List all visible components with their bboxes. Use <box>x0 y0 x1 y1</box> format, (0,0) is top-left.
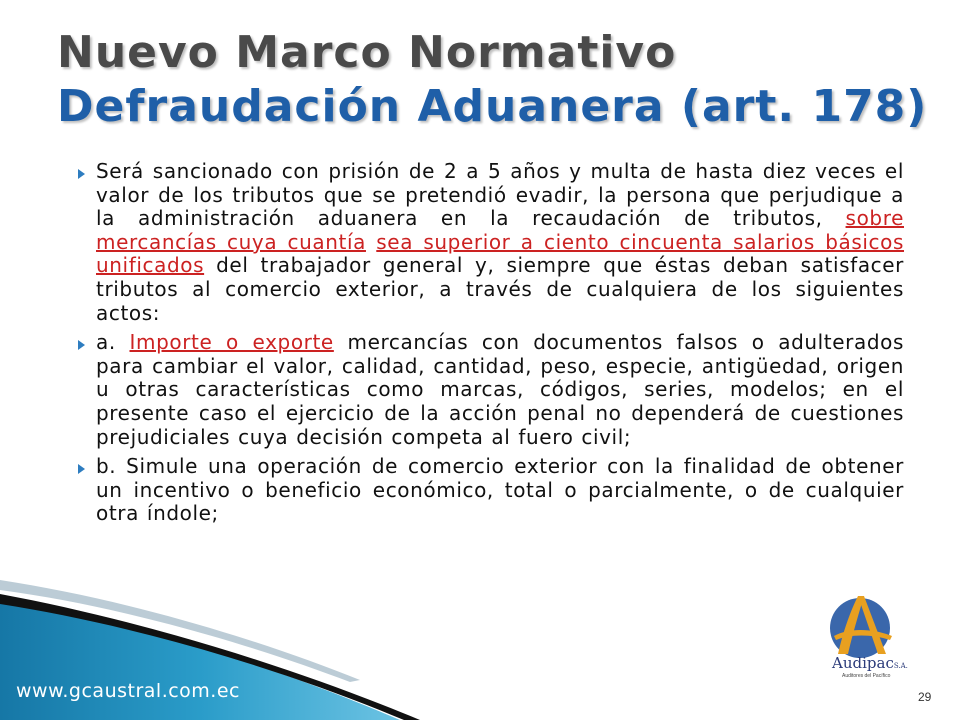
text-segment <box>366 230 376 254</box>
logo-suffix: S.A. <box>893 662 908 670</box>
website-url: www.gcaustral.com.ec <box>16 680 240 702</box>
bullet-text <box>96 331 904 449</box>
text-segment: Será sancionado con prisión de 2 a 5 años y multa de hasta diez veces el valor de los tributos que se pretendió evadir, la persona que perjudique a la administración aduanera en la recaudación de tributos, <box>96 159 904 231</box>
bullet-item-3 <box>72 455 904 526</box>
bullet-arrow-icon <box>78 464 85 474</box>
title-line-2: Defraudación Aduanera (art. 178) <box>57 81 928 132</box>
slide-content <box>72 160 904 532</box>
bullet-text <box>96 455 904 526</box>
bullet-arrow-icon <box>78 169 85 179</box>
hyperlink[interactable]: Importe o exporte <box>129 330 334 355</box>
text-segment: mercancías con documentos falsos o adulterados para cambiar el valor, calidad, cantidad, peso, especie, antigüedad, origen u otras características como marcas, códigos, series, modelos; en el presente caso el ejercicio de la acción penal no dependerá de cuestiones prejudiciales cuya decisión competa al fuero civil; <box>96 330 904 449</box>
logo-name <box>832 654 908 672</box>
hyperlink[interactable]: sea superior a ciento cincuenta salarios básicos unificados <box>96 229 904 278</box>
logo-brand: Audipac <box>832 654 894 672</box>
text-segment: del trabajador general y, siempre que éstas deban satisfacer tributos al comercio exterior, a través de cualquiera de los siguientes actos: <box>96 253 904 325</box>
title-line-1: Nuevo Marco Normativo <box>57 27 677 78</box>
bullet-item-2 <box>72 331 904 449</box>
bullet-arrow-icon <box>78 340 85 350</box>
bullet-item-1 <box>72 160 904 325</box>
logo-subtitle: Auditores del Pacífico <box>842 673 891 679</box>
slide-title <box>57 26 937 134</box>
page-number: 29 <box>918 690 932 704</box>
text-segment: b. Simule una operación de comercio exterior con la finalidad de obtener un incentivo o beneficio económico, total o parcialmente, o de cualquier otra índole; <box>96 454 904 526</box>
text-segment: a. <box>96 330 130 355</box>
bullet-text <box>96 160 904 325</box>
swoosh-teal-shape <box>0 600 400 720</box>
hyperlink[interactable]: sobre mercancías cuya cuantía <box>96 206 904 254</box>
